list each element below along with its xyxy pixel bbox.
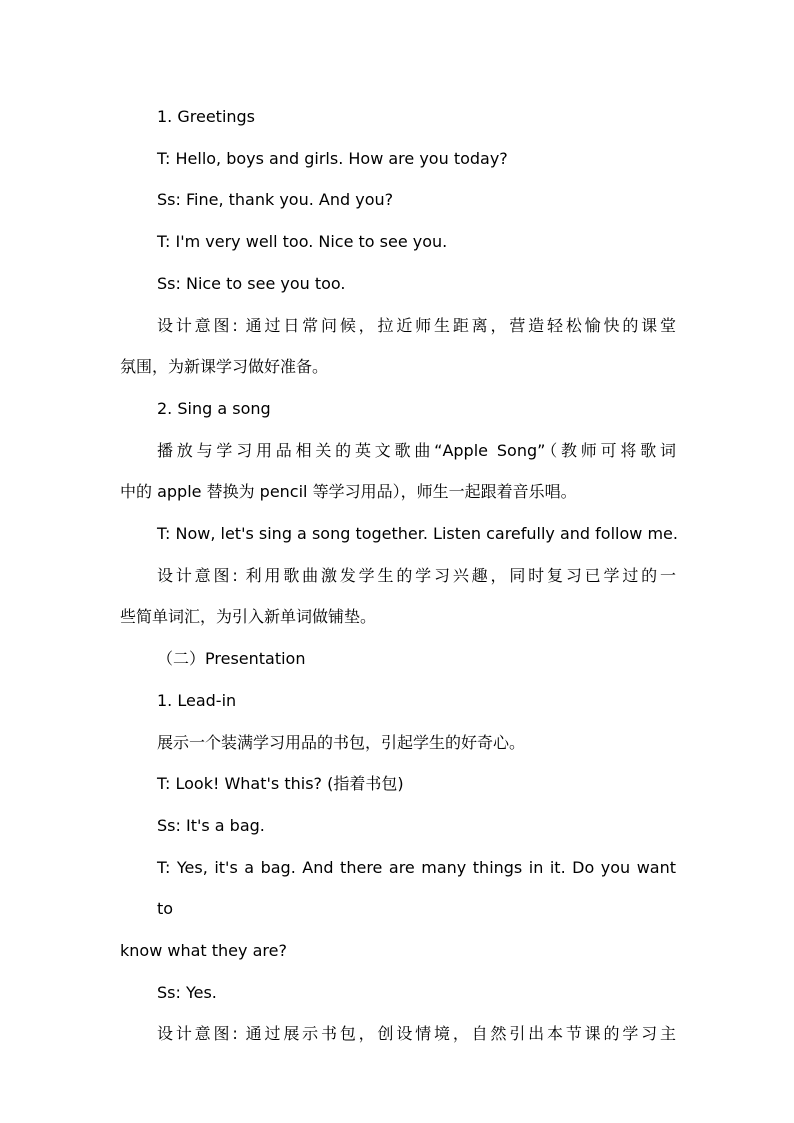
design-intent-paragraph-line: 设计意图: 通过展示书包，创设情境，自然引出本节课的学习主 (157, 1024, 676, 1044)
dialogue-line: T: Yes, it's a bag. And there are many things in it. Do you want to (157, 857, 676, 919)
dialogue-line: T: I'm very well too. Nice to see you. (157, 232, 448, 252)
section-heading-sing-a-song: 2. Sing a song (157, 398, 271, 418)
design-intent-paragraph-line: 氛围，为新课学习做好准备。 (120, 357, 329, 377)
dialogue-line: Ss: It's a bag. (157, 815, 265, 835)
dialogue-line: Ss: Yes. (157, 982, 217, 1002)
design-intent-paragraph-line: 些简单词汇，为引入新单词做铺垫。 (120, 607, 377, 627)
section-heading-presentation: （二）Presentation (157, 649, 306, 669)
section-heading-greetings: 1. Greetings (157, 107, 256, 126)
activity-description-line: 展示一个装满学习用品的书包，引起学生的好奇心。 (157, 732, 526, 752)
dialogue-line: know what they are? (120, 941, 287, 961)
dialogue-line: T: Now, let's sing a song together. Listen carefully and follow me. (157, 524, 678, 544)
document-body (120, 96, 676, 1055)
dialogue-line: Ss: Nice to see you too. (157, 273, 346, 293)
dialogue-line: Ss: Fine, thank you. And you? (157, 190, 394, 210)
section-heading-lead-in: 1. Lead-in (157, 690, 237, 710)
design-intent-paragraph-line: 设计意图: 通过日常问候，拉近师生距离，营造轻松愉快的课堂 (157, 315, 676, 335)
design-intent-paragraph-line: 设计意图: 利用歌曲激发学生的学习兴趣，同时复习已学过的一 (157, 565, 676, 585)
dialogue-line: T: Hello, boys and girls. How are you today? (157, 148, 508, 168)
dialogue-line: T: Look! What's this? (指着书包) (157, 774, 404, 794)
activity-description-line: 中的 apple 替换为 pencil 等学习用品），师生一起跟着音乐唱。 (120, 482, 577, 502)
activity-description-line: 播放与学习用品相关的英文歌曲“Apple Song”（教师可将歌词 (157, 440, 676, 460)
